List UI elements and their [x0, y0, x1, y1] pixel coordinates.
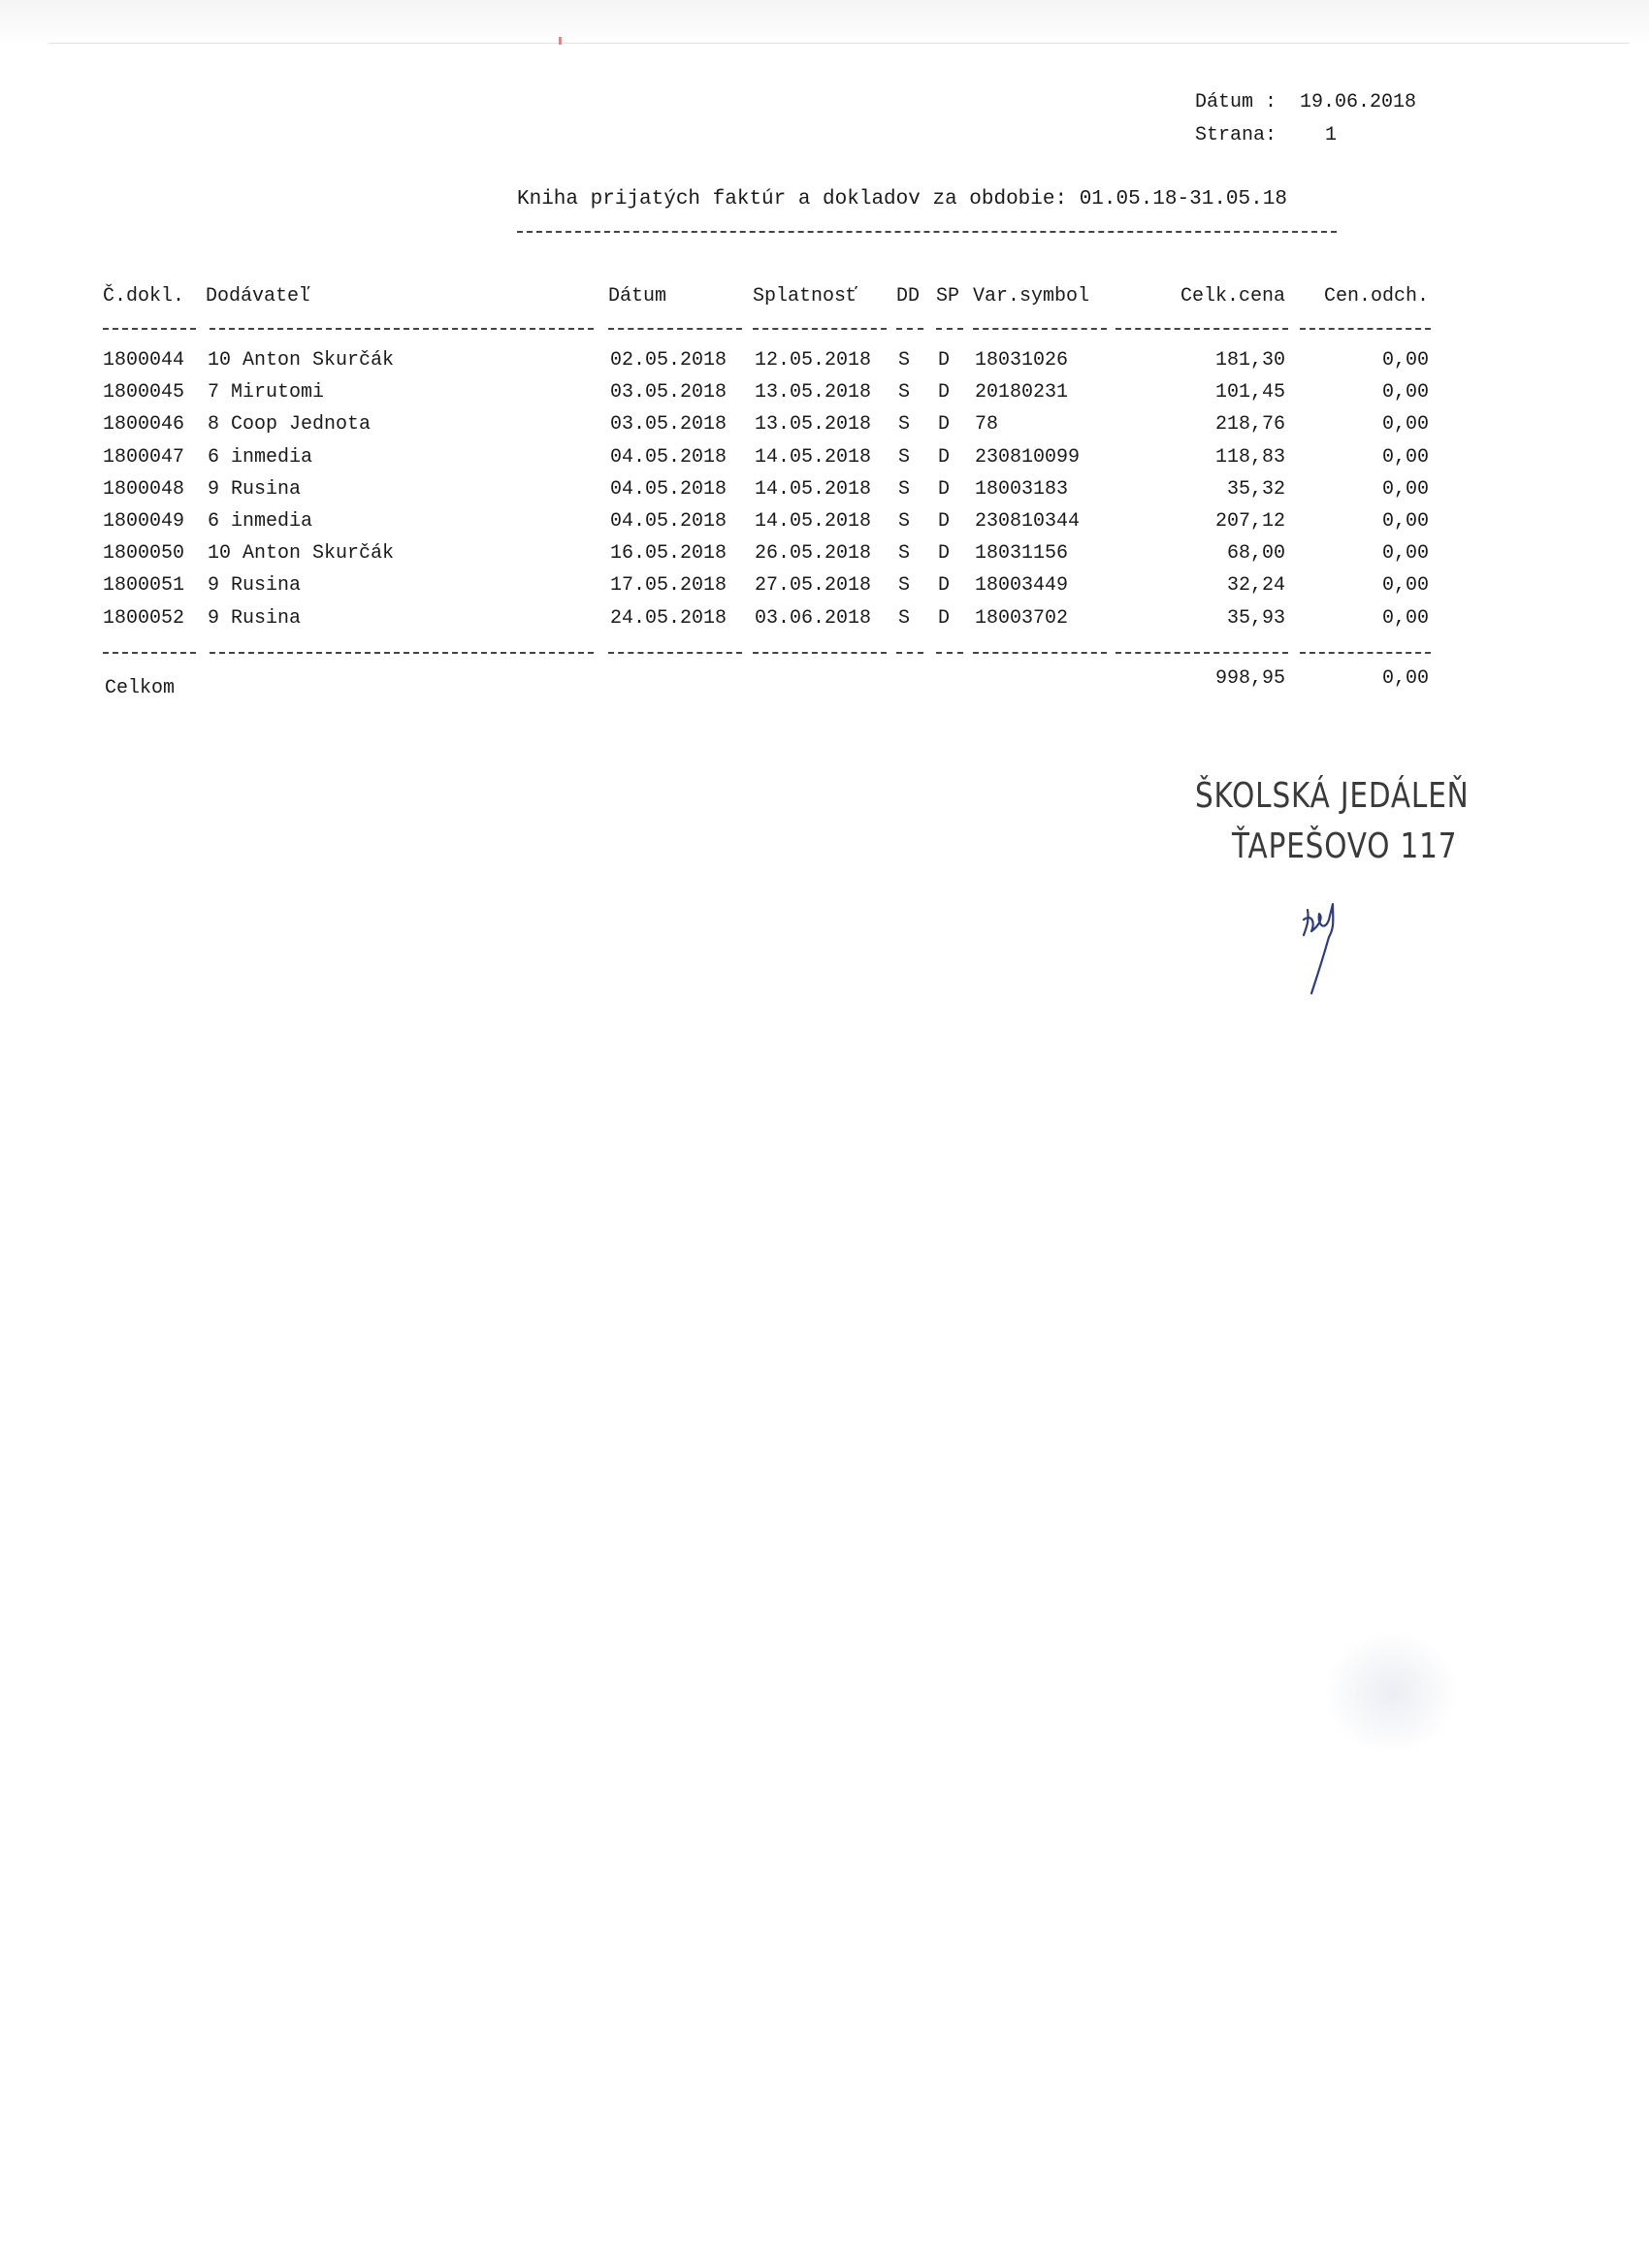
cell-var-symbol: 18003702 — [975, 607, 1069, 630]
cell-dd: S — [898, 607, 911, 630]
cell-deviation: 0,00 — [1381, 510, 1429, 533]
cell-supplier: 10 Anton Skurčák — [208, 349, 395, 372]
cell-var-symbol: 18031156 — [975, 542, 1069, 565]
stamp-line-1: ŠKOLSKÁ JEDÁLEŇ — [1195, 776, 1470, 816]
cell-supplier: 8 Coop Jednota — [208, 413, 372, 436]
title-underline — [517, 231, 1337, 233]
cell-deviation: 0,00 — [1381, 607, 1429, 630]
cell-deviation: 0,00 — [1381, 446, 1429, 469]
cell-date: 02.05.2018 — [610, 349, 728, 372]
cell-due: 26.05.2018 — [755, 542, 872, 565]
cell-supplier: 10 Anton Skurčák — [208, 542, 395, 565]
cell-dd: S — [898, 574, 911, 597]
col-supplier: Dodávateľ — [206, 285, 311, 308]
cell-deviation: 0,00 — [1381, 413, 1429, 436]
cell-var-symbol: 78 — [975, 413, 999, 436]
cell-var-symbol: 18003183 — [975, 478, 1069, 501]
cell-total: 35,93 — [1226, 607, 1285, 630]
col-sp: SP — [936, 285, 960, 308]
cell-due: 13.05.2018 — [755, 413, 872, 436]
cell-supplier: 7 Mirutomi — [208, 381, 325, 404]
cell-var-symbol: 18003449 — [975, 574, 1069, 597]
cell-doc-no: 1800050 — [103, 542, 185, 565]
cell-date: 03.05.2018 — [610, 381, 728, 404]
cell-due: 14.05.2018 — [755, 446, 872, 469]
scan-smudge — [1324, 1630, 1460, 1756]
cell-total: 207,12 — [1214, 510, 1285, 533]
red-mark — [559, 37, 562, 45]
col-total: Celk.cena — [1180, 285, 1285, 308]
cell-doc-no: 1800046 — [103, 413, 185, 436]
cell-date: 04.05.2018 — [610, 446, 728, 469]
cell-doc-no: 1800051 — [103, 574, 185, 597]
cell-sp: D — [938, 381, 951, 404]
stamp-line-2: ŤAPEŠOVO 117 — [1232, 826, 1458, 866]
totals-deviation: 0,00 — [1381, 667, 1429, 690]
cell-doc-no: 1800052 — [103, 607, 185, 630]
cell-supplier: 6 inmedia — [208, 510, 313, 533]
totals-label: Celkom — [105, 677, 176, 699]
cell-due: 14.05.2018 — [755, 478, 872, 501]
cell-sp: D — [938, 478, 951, 501]
cell-due: 13.05.2018 — [755, 381, 872, 404]
cell-doc-no: 1800044 — [103, 349, 185, 372]
page-label: Strana: — [1195, 124, 1277, 146]
cell-total: 118,83 — [1214, 446, 1285, 469]
report-title: Kniha prijatých faktúr a dokladov za obdobie: 01.05.18-31.05.18 — [517, 188, 1287, 211]
cell-sp: D — [938, 574, 951, 597]
cell-deviation: 0,00 — [1381, 574, 1429, 597]
signature — [1290, 892, 1368, 999]
col-var-symbol: Var.symbol — [973, 285, 1090, 308]
cell-due: 03.06.2018 — [755, 607, 872, 630]
scan-border-line — [48, 43, 1630, 44]
cell-doc-no: 1800047 — [103, 446, 185, 469]
cell-sp: D — [938, 542, 951, 565]
cell-deviation: 0,00 — [1381, 542, 1429, 565]
cell-date: 24.05.2018 — [610, 607, 728, 630]
cell-total: 35,32 — [1226, 478, 1285, 501]
col-dd: DD — [896, 285, 921, 308]
cell-supplier: 9 Rusina — [208, 574, 302, 597]
cell-date: 17.05.2018 — [610, 574, 728, 597]
cell-dd: S — [898, 446, 911, 469]
cell-total: 181,30 — [1214, 349, 1285, 372]
cell-date: 04.05.2018 — [610, 478, 728, 501]
cell-total: 218,76 — [1214, 413, 1285, 436]
cell-deviation: 0,00 — [1381, 381, 1429, 404]
cell-supplier: 9 Rusina — [208, 607, 302, 630]
cell-doc-no: 1800045 — [103, 381, 185, 404]
cell-dd: S — [898, 349, 911, 372]
cell-date: 03.05.2018 — [610, 413, 728, 436]
cell-total: 32,24 — [1226, 574, 1285, 597]
cell-supplier: 6 inmedia — [208, 446, 313, 469]
date-value: 19.06.2018 — [1300, 91, 1417, 113]
cell-due: 14.05.2018 — [755, 510, 872, 533]
cell-dd: S — [898, 510, 911, 533]
col-due: Splatnosť — [753, 285, 858, 308]
totals-total: 998,95 — [1214, 667, 1285, 690]
col-deviation: Cen.odch. — [1323, 285, 1429, 308]
cell-sp: D — [938, 349, 951, 372]
cell-doc-no: 1800049 — [103, 510, 185, 533]
cell-dd: S — [898, 542, 911, 565]
cell-sp: D — [938, 510, 951, 533]
cell-sp: D — [938, 607, 951, 630]
page-value: 1 — [1325, 124, 1338, 146]
cell-deviation: 0,00 — [1381, 478, 1429, 501]
cell-var-symbol: 20180231 — [975, 381, 1069, 404]
cell-supplier: 9 Rusina — [208, 478, 302, 501]
cell-date: 04.05.2018 — [610, 510, 728, 533]
cell-due: 27.05.2018 — [755, 574, 872, 597]
cell-dd: S — [898, 413, 911, 436]
cell-var-symbol: 230810099 — [975, 446, 1081, 469]
cell-var-symbol: 18031026 — [975, 349, 1069, 372]
cell-due: 12.05.2018 — [755, 349, 872, 372]
cell-dd: S — [898, 478, 911, 501]
cell-sp: D — [938, 413, 951, 436]
cell-sp: D — [938, 446, 951, 469]
cell-date: 16.05.2018 — [610, 542, 728, 565]
cell-deviation: 0,00 — [1381, 349, 1429, 372]
cell-doc-no: 1800048 — [103, 478, 185, 501]
col-doc-no: Č.dokl. — [103, 285, 185, 308]
cell-total: 68,00 — [1226, 542, 1285, 565]
date-label: Dátum : — [1195, 91, 1277, 113]
cell-total: 101,45 — [1214, 381, 1285, 404]
scan-top-edge — [0, 0, 1649, 45]
cell-dd: S — [898, 381, 911, 404]
col-date: Dátum — [608, 285, 667, 308]
cell-var-symbol: 230810344 — [975, 510, 1081, 533]
